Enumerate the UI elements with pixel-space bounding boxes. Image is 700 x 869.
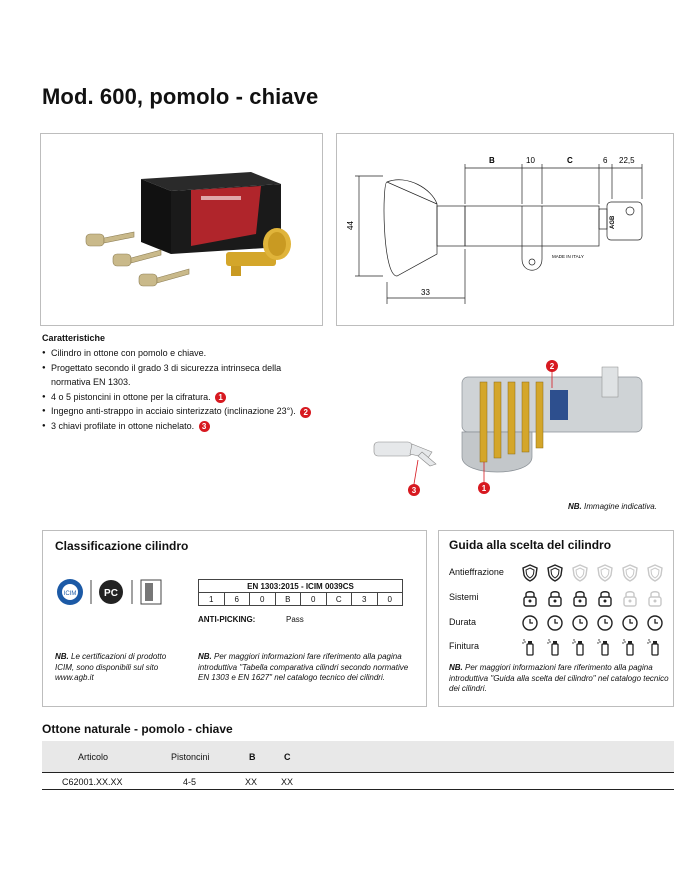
clock-icon xyxy=(571,614,589,632)
feature-item: ● Ingegno anti-strappo in acciaio sinterizzato (inclinazione 23°). 2 xyxy=(42,404,342,419)
col-articolo: Articolo xyxy=(78,752,109,762)
product-photo-box xyxy=(40,133,323,326)
marker-1-cutaway: 1 xyxy=(481,484,487,493)
clock-icon xyxy=(521,614,539,632)
dim-10: 10 xyxy=(526,156,535,165)
table-cell: 4-5 xyxy=(183,777,197,787)
padlock-icon xyxy=(646,589,664,607)
spray-icon xyxy=(571,638,589,656)
product-table-title: Ottone naturale - pomolo - chiave xyxy=(42,722,233,736)
product-photo xyxy=(41,134,324,327)
dim-44: 44 xyxy=(346,221,355,230)
marker-2: 2 xyxy=(300,407,311,418)
feature-item: ● 4 o 5 pistoncini in ottone per la cifratura. 1 xyxy=(42,390,342,405)
dim-b: B xyxy=(489,156,495,165)
cutaway-illustration xyxy=(362,352,674,500)
guide-row-label: Antieffrazione xyxy=(449,567,504,577)
guide-box xyxy=(438,530,674,707)
cert-code: C xyxy=(326,593,352,606)
padlock-icon xyxy=(546,589,564,607)
guide-title: Guida alla scelta del cilindro xyxy=(449,538,612,552)
feature-item: ● Progettato secondo il grado 3 di sicurezza intrinseca della xyxy=(42,361,342,376)
shield-icon xyxy=(521,564,539,582)
anti-picking-label: ANTI-PICKING: xyxy=(198,615,256,624)
guide-row-label: Finitura xyxy=(449,641,480,651)
padlock-icon xyxy=(571,589,589,607)
cert-code: 0 xyxy=(301,593,327,606)
table-cell: XX xyxy=(281,777,294,787)
marker-3: 3 xyxy=(199,421,210,432)
comparison-note: NB. Per maggiori informazioni fare riferimento alla pagina introduttiva "Tabella comparativa cilindri secondo normative EN 1303 e EN 1627" nel catalogo tecnico dei cilindri. xyxy=(198,652,409,682)
image-note: NB. Immagine indicativa. xyxy=(568,502,657,511)
cert-code: 0 xyxy=(250,593,276,606)
cert-standard: EN 1303:2015 - ICIM 0039CS xyxy=(199,580,403,593)
clock-icon xyxy=(546,614,564,632)
anti-picking-value: Pass xyxy=(286,615,304,624)
shield-icon xyxy=(646,564,664,582)
shield-icon xyxy=(546,564,564,582)
table-cell: C62001.XX.XX xyxy=(62,777,123,787)
padlock-icon xyxy=(596,589,614,607)
cert-code: 6 xyxy=(224,593,250,606)
brand-label: AGB xyxy=(610,215,616,229)
cert-table xyxy=(198,579,403,606)
shield-icon xyxy=(571,564,589,582)
clock-icon xyxy=(646,614,664,632)
col-pistoncini: Pistoncini xyxy=(171,752,210,762)
cutaway-image xyxy=(362,352,674,500)
padlock-icon xyxy=(621,589,639,607)
svg-text:PC: PC xyxy=(104,588,118,599)
classification-box xyxy=(42,530,427,707)
svg-text:ICIM: ICIM xyxy=(63,591,77,597)
technical-drawing xyxy=(337,134,675,327)
cert-code: 1 xyxy=(199,593,225,606)
marker-1: 1 xyxy=(215,392,226,403)
product-table-header xyxy=(42,741,674,773)
guide-row-label: Sistemi xyxy=(449,592,479,602)
clock-icon xyxy=(621,614,639,632)
guide-note: NB. Per maggiori informazioni fare riferimento alla pagina introduttiva "Guida alla scelta del cilindro" nel catalogo tecnico dei cilindri. xyxy=(449,663,669,693)
marker-2-cutaway: 2 xyxy=(549,362,555,371)
table-cell: XX xyxy=(245,777,258,787)
table-rule xyxy=(42,789,674,790)
technical-drawing-box xyxy=(336,133,674,326)
spray-icon xyxy=(596,638,614,656)
feature-item: normativa EN 1303. xyxy=(51,377,131,388)
features-list xyxy=(42,346,342,434)
col-c: C xyxy=(284,752,291,762)
cert-code: B xyxy=(275,593,301,606)
cert-logos xyxy=(55,578,165,606)
shield-icon xyxy=(596,564,614,582)
spray-icon xyxy=(621,638,639,656)
col-b: B xyxy=(249,752,256,762)
icim-note: NB. Le certificazioni di prodotto ICIM, sono disponibili sul sito www.agb.it xyxy=(55,652,167,682)
dim-c: C xyxy=(567,156,573,165)
feature-item: ● 3 chiavi profilate in ottone nichelato. 3 xyxy=(42,419,342,434)
clock-icon xyxy=(596,614,614,632)
features-heading: Caratteristiche xyxy=(42,333,106,343)
made-in-label: MADE IN ITALY xyxy=(552,254,584,259)
spray-icon xyxy=(646,638,664,656)
classification-title: Classificazione cilindro xyxy=(55,539,189,553)
cert-code: 0 xyxy=(377,593,403,606)
page-title: Mod. 600, pomolo - chiave xyxy=(42,84,319,109)
cert-code: 3 xyxy=(352,593,378,606)
dim-225: 22,5 xyxy=(619,156,635,165)
feature-item: ● Cilindro in ottone con pomolo e chiave. xyxy=(42,346,342,361)
guide-row-label: Durata xyxy=(449,617,477,627)
dim-33: 33 xyxy=(421,288,430,297)
marker-3-cutaway: 3 xyxy=(411,486,417,495)
shield-icon xyxy=(621,564,639,582)
padlock-icon xyxy=(521,589,539,607)
dim-6: 6 xyxy=(603,156,608,165)
spray-icon xyxy=(546,638,564,656)
spray-icon xyxy=(521,638,539,656)
